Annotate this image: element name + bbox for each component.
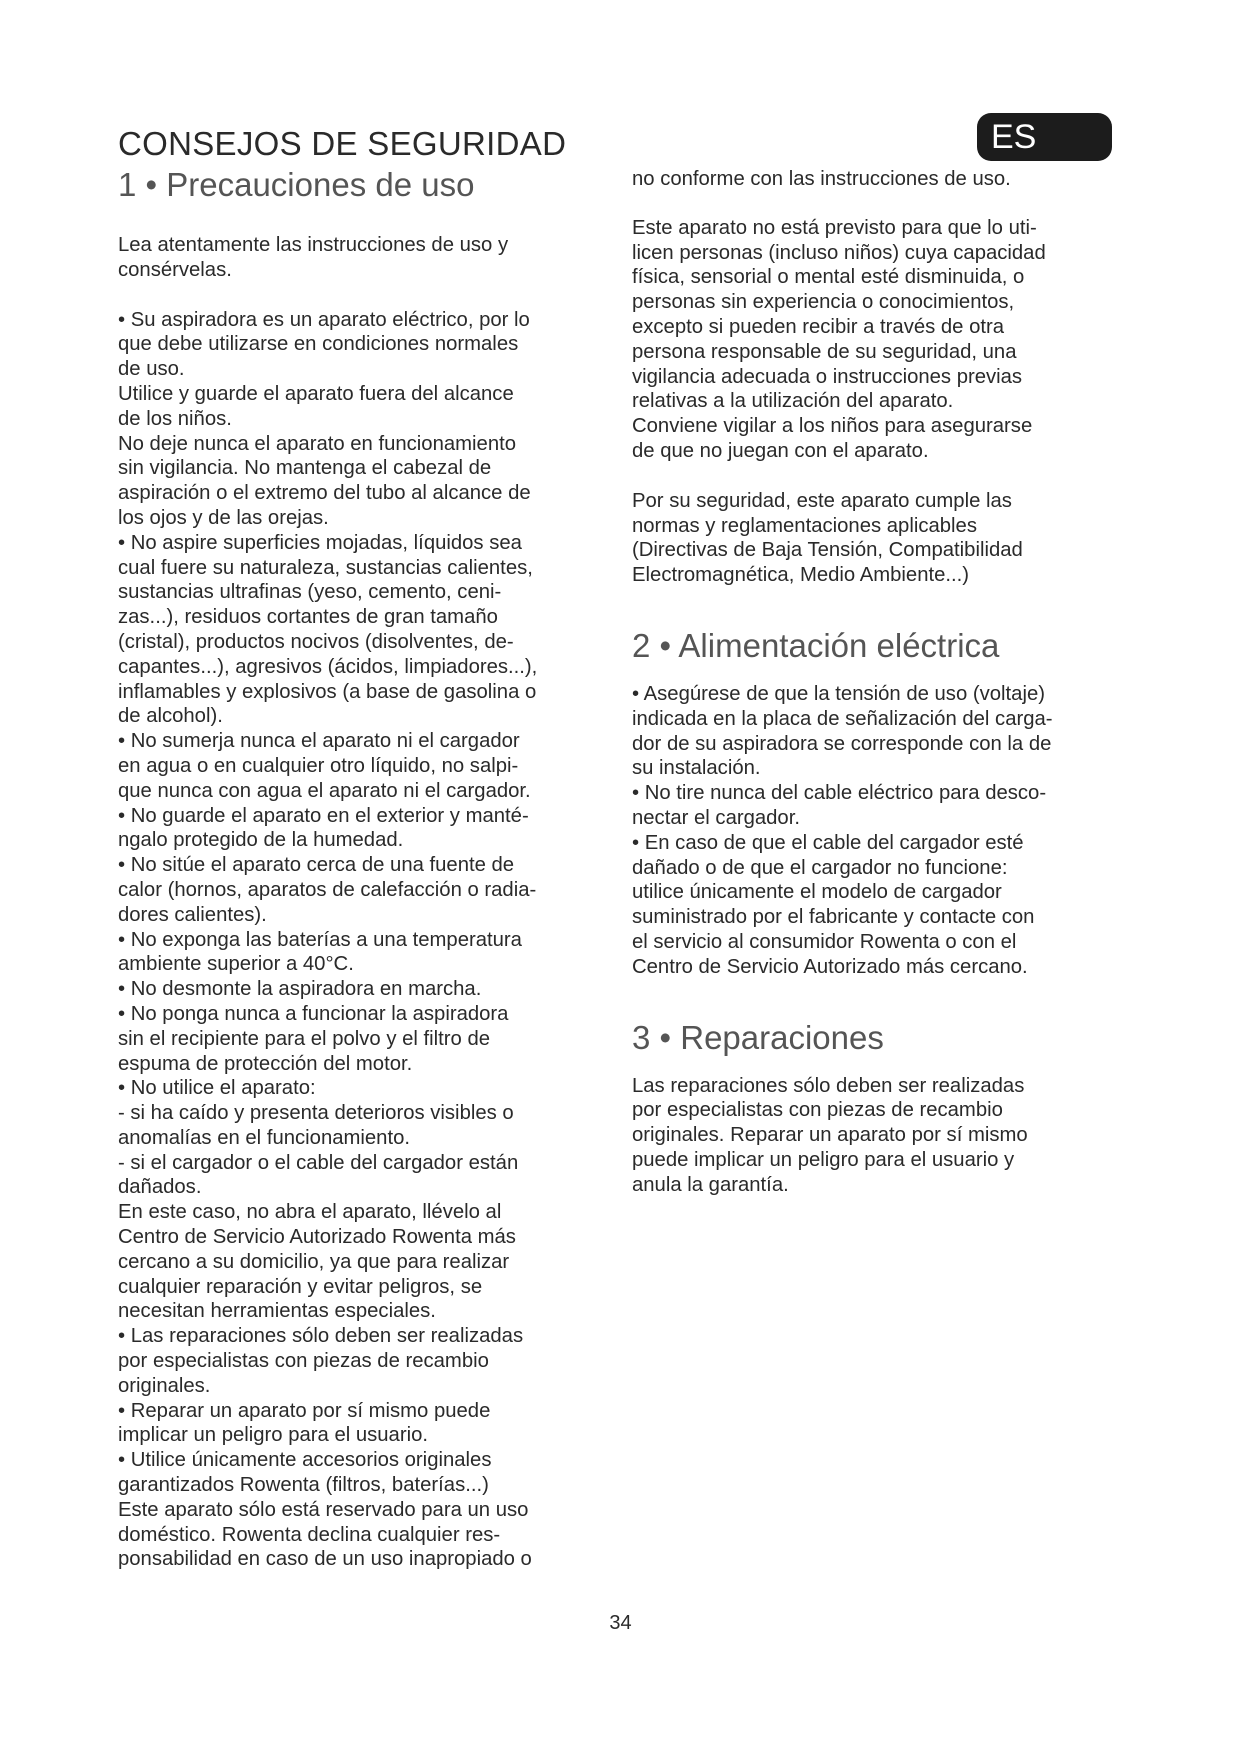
section-2-title: 2 • Alimentación eléctrica xyxy=(632,626,1000,664)
section-2-body: • Asegúrese de que la tensión de uso (voltaje) indicada en la placa de señalización del carga- dor de su aspiradora se corresponde con la de su instalación. • No tire nunca del cable eléctrico para desco- nectar el cargador. • En caso de que el cable del cargador esté dañado o de que el cargador no funcione: utilice únicamente el modelo de cargador suministrado por el fabricante y contacte con el servicio al consumidor Rowenta o con el Centro de Servicio Autorizado más cercano. xyxy=(632,682,1053,978)
page-title: CONSEJOS DE SEGURIDAD xyxy=(118,125,567,162)
left-column xyxy=(118,163,618,1572)
section-3-body: Las reparaciones sólo deben ser realizadas por especialistas con piezas de recambio originales. Reparar un aparato por sí mismo puede implicar un peligro para el usuario y anula la garantía. xyxy=(632,1074,1028,1196)
compliance-paragraph: Por su seguridad, este aparato cumple las normas y reglamentaciones aplicables (Directivas de Baja Tensión, Compatibilidad Electromagnética, Medio Ambiente...) xyxy=(632,489,1023,587)
children-notice-paragraph: Este aparato no está previsto para que lo uti- licen personas (incluso niños) cuya capacidad física, sensorial o mental esté disminuida, o personas sin experiencia o conocimientos, excepto si pueden recibir a través de otra persona responsable de su seguridad, una vigilancia adecuada o instrucciones previas relativas a la utilización del aparato. Conviene vigilar a los niños para asegurarse de que no juegan con el aparato. xyxy=(632,216,1046,462)
continuation-paragraph: no conforme con las instrucciones de uso. xyxy=(632,168,1011,190)
right-column xyxy=(632,163,1132,1198)
section-3-title: 3 • Reparaciones xyxy=(632,1018,884,1056)
language-badge: ES xyxy=(977,113,1112,161)
page-number: 34 xyxy=(609,1612,632,1634)
precautions-body: • Su aspiradora es un aparato eléctrico, por lo que debe utilizarse en condiciones normales de uso. Utilice y guarde el aparato fuera del alcance de los niños. No deje nunca el aparato en funcionamiento sin vigilancia. No mantenga el cabezal de aspiración o el extremo del tubo al alcance de los ojos y de las orejas. • No aspire superficies mojadas, líquidos sea cual fuere su naturaleza, sustancias calientes, sustancias ultrafinas (yeso, cemento, ceni- zas...), residuos cortantes de gran tamaño (cristal), productos nocivos (disolventes, de- capantes...), agresivos (ácidos, limpiadores...), inflamables y explosivos (a base de gasolina o de alcohol). • No sumerja nunca el aparato ni el cargador en agua o en cualquier otro líquido, no salpi- que nunca con agua el aparato ni el cargador. • No guarde el aparato en el exterior y manté- ngalo protegido de la humedad. • No sitúe el aparato cerca de una fuente de calor (hornos, aparatos de calefacción o radia- dores calientes). • No exponga las baterías a una temperatura ambiente superior a 40°C. • No desmonte la aspiradora en marcha. • No ponga nunca a funcionar la aspiradora sin el recipiente para el polvo y el filtro de espuma de protección del motor. • No utilice el aparato: - si ha caído y presenta deterioros visibles o anomalías en el funcionamiento. - si el cargador o el cable del cargador están dañados. En este caso, no abra el aparato, llévelo al Centro de Servicio Autorizado Rowenta más cercano a su domicilio, ya que para realizar cualquier reparación y evitar peligros, se necesitan herramientas especiales. • Las reparaciones sólo deben ser realizadas por especialistas con piezas de recambio originales. • Reparar un aparato por sí mismo puede implicar un peligro para el usuario. • Utilice únicamente accesorios originales garantizados Rowenta (filtros, baterías...) Este aparato sólo está reservado para un uso doméstico. Rowenta declina cualquier res- ponsabilidad en caso de un uso inapropiado o xyxy=(118,308,538,1571)
section-1-title: 1 • Precauciones de uso xyxy=(118,166,475,203)
intro-paragraph: Lea atentamente las instrucciones de uso y consérvelas. xyxy=(118,234,509,281)
